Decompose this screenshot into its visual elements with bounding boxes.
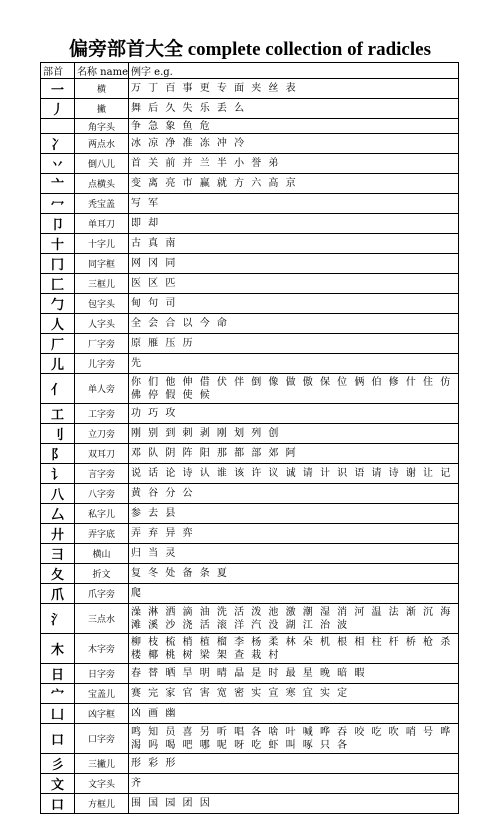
examples-cell: 凶 画 幽 <box>129 704 459 724</box>
radical-cell: 匚 <box>41 274 75 294</box>
table-body <box>41 79 459 814</box>
name-cell: 弄字底 <box>75 524 129 544</box>
radical-cell: 爪 <box>41 584 75 604</box>
examples-cell: 冰 凉 净 准 冻 冲 冷 <box>129 134 459 154</box>
radical-cell: 十 <box>41 234 75 254</box>
examples-cell: 澡 淋 洒 滴 油 洗 活 泼 池 激 潮 湿 消 河 温 法 渐 沉 海 滩 溪 沙 浇 活 滚 洋 汽 没 湖 江 治 波 <box>129 604 459 634</box>
radical-cell: 冂 <box>41 254 75 274</box>
name-cell: 私字儿 <box>75 504 129 524</box>
name-cell: 点横头 <box>75 174 129 194</box>
name-cell: 立刀旁 <box>75 424 129 444</box>
table-row <box>41 119 459 134</box>
table-row <box>41 214 459 234</box>
name-cell: 角字头 <box>75 119 129 134</box>
table-row <box>41 294 459 314</box>
radical-cell: 人 <box>41 314 75 334</box>
table-row <box>41 664 459 684</box>
examples-cell: 全 会 合 以 今 命 <box>129 314 459 334</box>
table-row <box>41 754 459 774</box>
header-name: 名称 name <box>75 63 129 79</box>
examples-cell: 归 当 灵 <box>129 544 459 564</box>
name-cell: 凶字框 <box>75 704 129 724</box>
name-cell: 言字旁 <box>75 464 129 484</box>
examples-cell: 即 却 <box>129 214 459 234</box>
table-row <box>41 314 459 334</box>
name-cell: 倒八儿 <box>75 154 129 174</box>
table-row <box>41 79 459 99</box>
table-row <box>41 354 459 374</box>
name-cell: 文字头 <box>75 774 129 794</box>
table-row <box>41 424 459 444</box>
name-cell: 方框儿 <box>75 794 129 814</box>
radical-cell <box>41 119 75 134</box>
table-row <box>41 194 459 214</box>
name-cell: 折文 <box>75 564 129 584</box>
name-cell: 横 <box>75 79 129 99</box>
table-row <box>41 154 459 174</box>
radical-cell: 口 <box>41 724 75 754</box>
examples-cell: 万 丁 百 事 更 专 面 夹 丝 表 <box>129 79 459 99</box>
radical-cell: 丷 <box>41 154 75 174</box>
table-row <box>41 484 459 504</box>
name-cell: 包字头 <box>75 294 129 314</box>
table-row <box>41 524 459 544</box>
radical-cell: 日 <box>41 664 75 684</box>
name-cell: 秃宝盖 <box>75 194 129 214</box>
examples-cell: 刚 别 到 刺 剥 刚 划 列 创 <box>129 424 459 444</box>
header-radical: 部首 <box>41 63 75 79</box>
name-cell: 三撇儿 <box>75 754 129 774</box>
table-row <box>41 254 459 274</box>
radical-cell: 冫 <box>41 134 75 154</box>
radical-cell: 木 <box>41 634 75 664</box>
radical-cell: 儿 <box>41 354 75 374</box>
header-examples: 例字 e.g. <box>129 63 459 79</box>
examples-cell: 齐 <box>129 774 459 794</box>
name-cell: 宝盖儿 <box>75 684 129 704</box>
examples-cell: 爬 <box>129 584 459 604</box>
radical-cell: 一 <box>41 79 75 99</box>
examples-cell: 功 巧 攻 <box>129 404 459 424</box>
table-row <box>41 724 459 754</box>
name-cell: 八字旁 <box>75 484 129 504</box>
radical-cell: 刂 <box>41 424 75 444</box>
examples-cell: 鸣 知 员 喜 另 听 唱 各 啥 叶 喊 哗 吞 咬 吃 吹 哨 号 哗 渴 吗 喝 吧 哪 呢 呀 吃 虾 叫 啄 只 各 <box>129 724 459 754</box>
examples-cell: 柳 枝 梳 梢 植 榴 李 杨 柔 林 朵 机 根 相 柱 杆 桥 枪 杀 楼 椰 桃 树 梁 架 查 栽 村 <box>129 634 459 664</box>
examples-cell: 说 话 论 诗 认 谁 该 许 议 诚 请 计 识 语 请 诗 谢 让 记 <box>129 464 459 484</box>
name-cell: 厂字旁 <box>75 334 129 354</box>
table-row <box>41 374 459 404</box>
examples-cell: 变 离 亮 市 赢 就 方 六 高 京 <box>129 174 459 194</box>
table-row <box>41 634 459 664</box>
name-cell: 同字框 <box>75 254 129 274</box>
table-row <box>41 604 459 634</box>
table-row <box>41 544 459 564</box>
name-cell: 单人旁 <box>75 374 129 404</box>
radicals-table <box>40 62 459 814</box>
radical-cell: 丿 <box>41 99 75 119</box>
radical-cell: 口 <box>41 794 75 814</box>
radical-cell: 亻 <box>41 374 75 404</box>
page-title: 偏旁部首大全 complete collection of radicles <box>69 39 431 60</box>
table-row <box>41 334 459 354</box>
radical-cell: 彐 <box>41 544 75 564</box>
examples-cell: 争 急 象 鱼 危 <box>129 119 459 134</box>
radical-cell: 宀 <box>41 684 75 704</box>
examples-cell: 首 关 前 并 兰 半 小 誉 弟 <box>129 154 459 174</box>
examples-cell: 形 彩 形 <box>129 754 459 774</box>
radical-cell: 厂 <box>41 334 75 354</box>
examples-cell: 原 雁 压 历 <box>129 334 459 354</box>
table-row <box>41 704 459 724</box>
name-cell: 横山 <box>75 544 129 564</box>
radical-cell: 八 <box>41 484 75 504</box>
examples-cell: 写 军 <box>129 194 459 214</box>
name-cell: 三点水 <box>75 604 129 634</box>
radical-cell: 厶 <box>41 504 75 524</box>
name-cell: 木字旁 <box>75 634 129 664</box>
table-row <box>41 564 459 584</box>
radical-cell: 亠 <box>41 174 75 194</box>
radical-cell: 氵 <box>41 604 75 634</box>
examples-cell: 复 冬 处 备 条 夏 <box>129 564 459 584</box>
examples-cell: 参 去 县 <box>129 504 459 524</box>
table-row <box>41 504 459 524</box>
name-cell: 双耳刀 <box>75 444 129 464</box>
radical-cell: 凵 <box>41 704 75 724</box>
radical-cell: 夂 <box>41 564 75 584</box>
radical-cell: 彡 <box>41 754 75 774</box>
name-cell: 单耳刀 <box>75 214 129 234</box>
examples-cell: 医 区 匹 <box>129 274 459 294</box>
name-cell: 三框儿 <box>75 274 129 294</box>
table-row <box>41 134 459 154</box>
examples-cell: 赛 完 家 官 害 宽 密 实 宣 寒 宜 实 定 <box>129 684 459 704</box>
table-row <box>41 174 459 194</box>
radical-cell: 勹 <box>41 294 75 314</box>
table-row <box>41 99 459 119</box>
name-cell: 十字儿 <box>75 234 129 254</box>
examples-cell: 黄 谷 分 公 <box>129 484 459 504</box>
table-row <box>41 274 459 294</box>
radical-cell: 冖 <box>41 194 75 214</box>
name-cell: 两点水 <box>75 134 129 154</box>
name-cell: 撇 <box>75 99 129 119</box>
examples-cell: 你 们 他 伸 借 伏 伴 倒 像 做 傲 保 位 俩 伯 修 什 住 仿 佛 停 假 使 候 <box>129 374 459 404</box>
radical-cell: 卩 <box>41 214 75 234</box>
name-cell: 工字旁 <box>75 404 129 424</box>
table-row <box>41 684 459 704</box>
name-cell: 日字旁 <box>75 664 129 684</box>
table-row <box>41 774 459 794</box>
examples-cell: 甸 句 司 <box>129 294 459 314</box>
radical-cell: 讠 <box>41 464 75 484</box>
examples-cell: 古 真 南 <box>129 234 459 254</box>
name-cell: 人字头 <box>75 314 129 334</box>
table-row <box>41 444 459 464</box>
table-row <box>41 404 459 424</box>
name-cell: 口字旁 <box>75 724 129 754</box>
examples-cell: 弄 弃 异 弈 <box>129 524 459 544</box>
table-row <box>41 584 459 604</box>
radical-cell: 阝 <box>41 444 75 464</box>
examples-cell: 舞 后 久 失 乐 丢 么 <box>129 99 459 119</box>
examples-cell: 围 国 园 团 因 <box>129 794 459 814</box>
table-header-row <box>41 63 459 79</box>
radical-cell: 工 <box>41 404 75 424</box>
examples-cell: 邓 队 阴 阵 阳 那 都 部 郊 阿 <box>129 444 459 464</box>
examples-cell: 春 替 晒 旱 明 晴 晶 是 时 最 星 晚 暗 暇 <box>129 664 459 684</box>
name-cell: 爪字旁 <box>75 584 129 604</box>
radical-cell: 文 <box>41 774 75 794</box>
examples-cell: 先 <box>129 354 459 374</box>
table-row <box>41 464 459 484</box>
table-row <box>41 234 459 254</box>
examples-cell: 网 冈 同 <box>129 254 459 274</box>
radical-cell: 廾 <box>41 524 75 544</box>
table-row <box>41 794 459 814</box>
name-cell: 儿字旁 <box>75 354 129 374</box>
